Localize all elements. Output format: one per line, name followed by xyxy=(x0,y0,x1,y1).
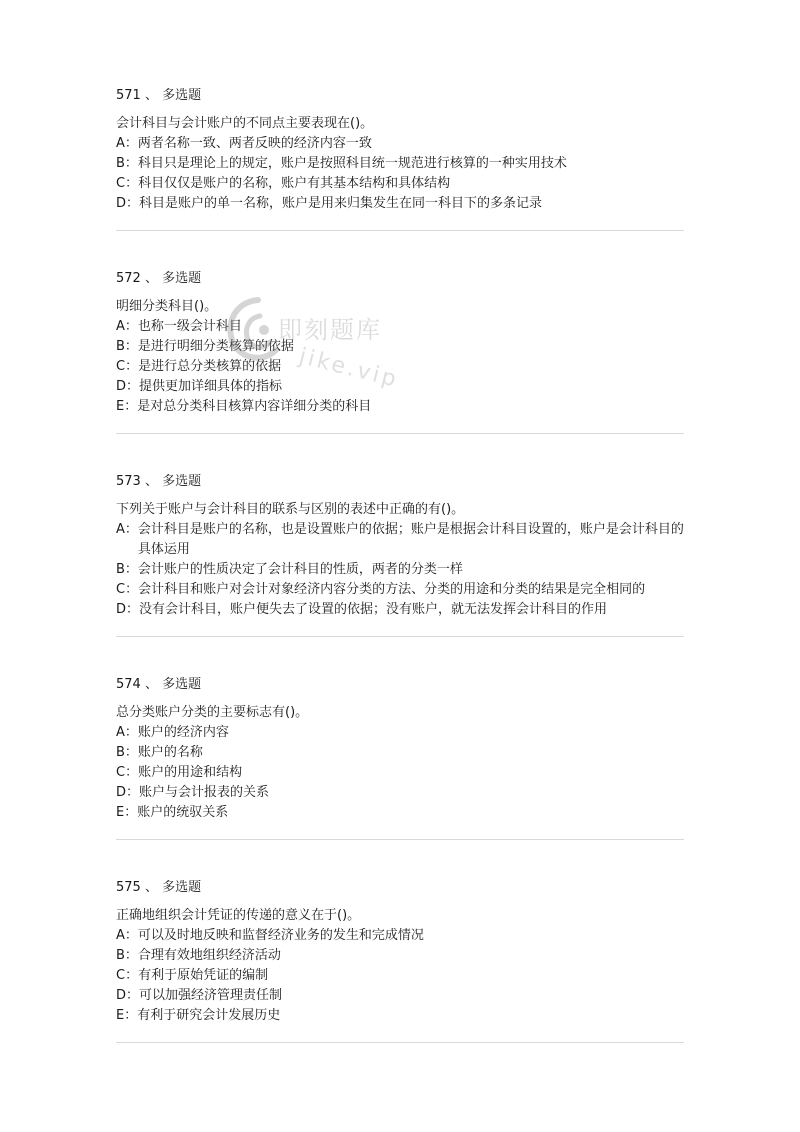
option-letter: D： xyxy=(116,196,140,211)
spacer xyxy=(116,637,684,675)
divider xyxy=(116,1042,684,1043)
option-letter: A： xyxy=(116,136,138,151)
question-stem: 总分类账户分类的主要标志有()。 xyxy=(116,705,309,720)
watermark-name: 即刻题库 xyxy=(278,316,382,344)
question-header xyxy=(116,675,684,695)
question-header xyxy=(116,878,684,898)
question-header xyxy=(116,269,684,289)
question-number: 574 xyxy=(116,677,141,692)
option-text: 账户与会计报表的关系 xyxy=(139,785,270,800)
option-e xyxy=(116,1006,684,1026)
question-stem: 会计科目与会计账户的不同点主要表现在()。 xyxy=(116,116,374,131)
question-header xyxy=(116,472,684,492)
question-stem: 下列关于账户与会计科目的联系与区别的表述中正确的有()。 xyxy=(116,502,465,517)
spacer xyxy=(116,231,684,269)
option-letter: A： xyxy=(116,319,138,334)
option-letter: C： xyxy=(116,176,139,191)
question-type: 多选题 xyxy=(162,88,202,103)
option-letter: E： xyxy=(116,805,138,820)
option-d xyxy=(116,377,684,397)
question-number: 575 xyxy=(116,880,141,895)
divider xyxy=(116,839,684,840)
option-text: 合理有效地组织经济活动 xyxy=(137,948,281,963)
option-c xyxy=(116,174,684,194)
option-letter: A： xyxy=(116,522,138,537)
option-b xyxy=(116,946,684,966)
spacer xyxy=(116,434,684,472)
option-letter: E： xyxy=(116,1008,138,1023)
option-c xyxy=(116,357,684,377)
question-572 xyxy=(116,269,684,434)
question-574 xyxy=(116,675,684,840)
option-text: 有利于原始凭证的编制 xyxy=(138,968,269,983)
question-stem: 正确地组织会计凭证的传递的意义在于()。 xyxy=(116,908,361,923)
option-b xyxy=(116,337,684,357)
option-c xyxy=(116,966,684,986)
option-letter: D： xyxy=(116,379,140,394)
option-d xyxy=(116,986,684,1006)
option-text: 账户的经济内容 xyxy=(137,725,229,740)
divider xyxy=(116,433,684,434)
option-letter: B： xyxy=(116,156,138,171)
option-a xyxy=(116,317,684,337)
option-text: 账户的统驭关系 xyxy=(137,805,229,820)
question-number-separator: 、 xyxy=(144,880,158,895)
option-letter: A： xyxy=(116,928,138,943)
option-letter: B： xyxy=(116,339,138,354)
option-text: 有利于研究会计发展历史 xyxy=(137,1008,281,1023)
option-text: 也称一级会计科目 xyxy=(137,319,242,334)
option-b xyxy=(116,743,684,763)
option-text: 是对总分类科目核算内容详细分类的科目 xyxy=(137,399,372,414)
option-letter: B： xyxy=(116,562,138,577)
option-letter: C： xyxy=(116,765,139,780)
option-text: 提供更加详细具体的指标 xyxy=(139,379,283,394)
option-d xyxy=(116,194,684,214)
option-text: 会计科目和账户对会计对象经济内容分类的方法、分类的用途和分类的结果是完全相同的 xyxy=(138,582,646,597)
option-letter: E： xyxy=(116,399,138,414)
question-number: 572 xyxy=(116,271,141,286)
spacer xyxy=(116,840,684,878)
option-letter: D： xyxy=(116,785,140,800)
option-letter: C： xyxy=(116,582,139,597)
question-list xyxy=(116,86,684,1043)
question-number-separator: 、 xyxy=(144,474,158,489)
option-a xyxy=(116,926,684,946)
option-letter: D： xyxy=(116,602,140,617)
option-text: 科目是账户的单一名称，账户是用来归集发生在同一科目下的多条记录 xyxy=(139,196,543,211)
option-text: 是进行总分类核算的依据 xyxy=(138,359,282,374)
divider xyxy=(116,230,684,231)
option-a xyxy=(116,134,684,154)
watermark-url: jike.vip xyxy=(296,344,402,393)
option-text: 可以加强经济管理责任制 xyxy=(139,988,283,1003)
option-a xyxy=(116,520,684,560)
question-type: 多选题 xyxy=(162,271,202,286)
option-text: 两者名称一致、两者反映的经济内容一致 xyxy=(137,136,372,151)
question-number: 573 xyxy=(116,474,141,489)
option-a xyxy=(116,723,684,743)
option-letter: D： xyxy=(116,988,140,1003)
option-c xyxy=(116,763,684,783)
option-text: 账户的名称 xyxy=(137,745,203,760)
question-stem: 明细分类科目()。 xyxy=(116,299,218,314)
question-575 xyxy=(116,878,684,1043)
question-573 xyxy=(116,472,684,637)
option-letter: C： xyxy=(116,968,139,983)
question-571 xyxy=(116,86,684,231)
option-text: 科目仅仅是账户的名称，账户有其基本结构和具体结构 xyxy=(138,176,451,191)
option-b xyxy=(116,154,684,174)
option-text: 没有会计科目，账户便失去了设置的依据；没有账户，就无法发挥会计科目的作用 xyxy=(139,602,608,617)
option-letter: A： xyxy=(116,725,138,740)
question-type: 多选题 xyxy=(162,880,202,895)
option-d xyxy=(116,600,684,620)
option-e xyxy=(116,803,684,823)
option-text: 会计科目是账户的名称，也是设置账户的依据；账户是根据会计科目设置的，账户是会计科目的具体运用 xyxy=(137,522,684,557)
option-letter: B： xyxy=(116,745,138,760)
question-type: 多选题 xyxy=(162,474,202,489)
option-text: 是进行明细分类核算的依据 xyxy=(137,339,294,354)
question-number-separator: 、 xyxy=(144,88,158,103)
divider xyxy=(116,636,684,637)
option-text: 会计账户的性质决定了会计科目的性质，两者的分类一样 xyxy=(137,562,463,577)
question-number: 571 xyxy=(116,88,141,103)
option-b xyxy=(116,560,684,580)
option-text: 可以及时地反映和监督经济业务的发生和完成情况 xyxy=(137,928,424,943)
option-d xyxy=(116,783,684,803)
question-type: 多选题 xyxy=(162,677,202,692)
option-text: 账户的用途和结构 xyxy=(138,765,243,780)
question-header xyxy=(116,86,684,106)
question-number-separator: 、 xyxy=(144,271,158,286)
option-c xyxy=(116,580,684,600)
option-letter: C： xyxy=(116,359,139,374)
question-number-separator: 、 xyxy=(144,677,158,692)
option-text: 科目只是理论上的规定，账户是按照科目统一规范进行核算的一种实用技术 xyxy=(137,156,567,171)
option-letter: B： xyxy=(116,948,138,963)
option-e xyxy=(116,397,684,417)
